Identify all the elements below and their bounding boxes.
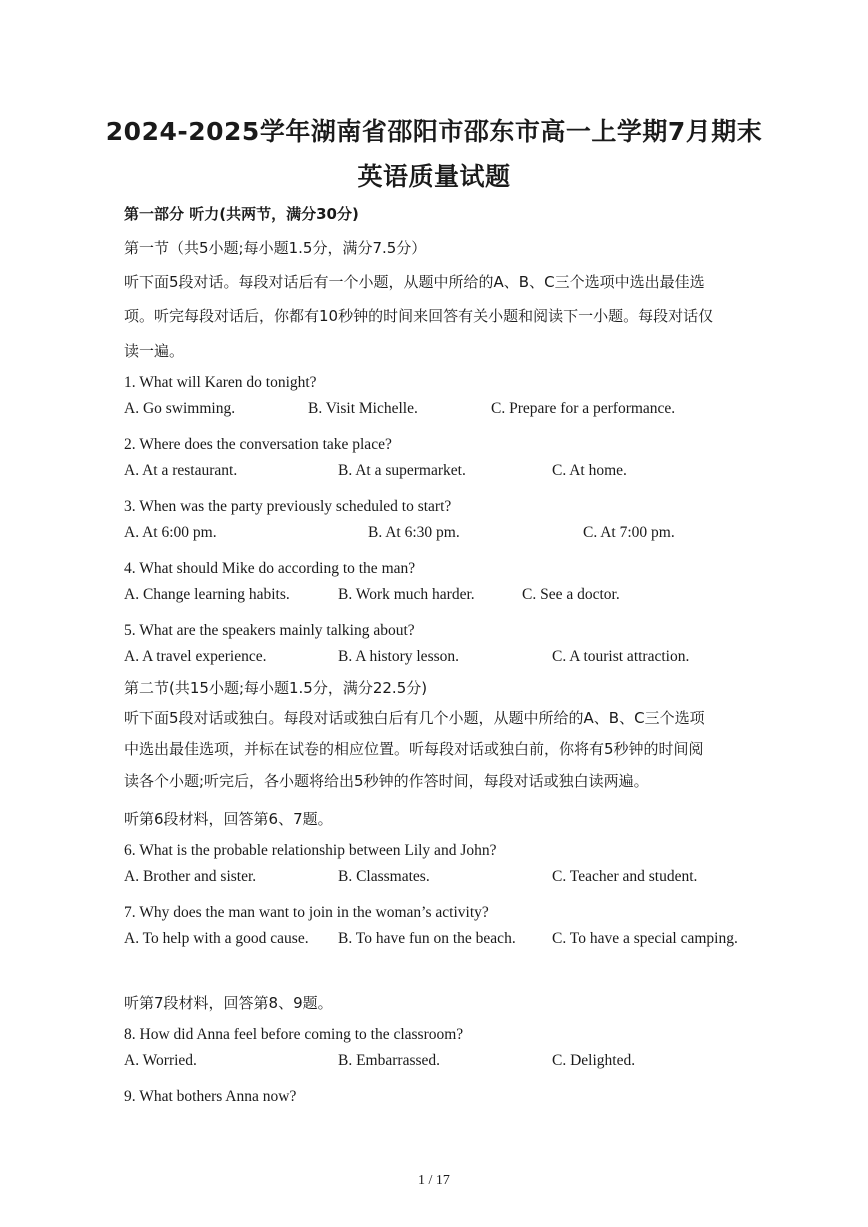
q7-option-a: A. To help with a good cause. [124, 930, 309, 947]
q4-option-b: B. Work much harder. [338, 586, 475, 603]
exam-title-line-2: 英语质量试题 [357, 162, 511, 191]
q5-option-c: C. A tourist attraction. [552, 648, 690, 665]
q4-option-c: C. See a doctor. [522, 586, 620, 603]
q7-option-b: B. To have fun on the beach. [338, 930, 516, 947]
section1-instruction-line: 听下面5段对话。每段对话后有一个小题，从题中所给的A、B、C三个选项中选出最佳选 [124, 273, 705, 291]
question-2: 2. Where does the conversation take place? [124, 436, 392, 453]
question-7: 7. Why does the man want to join in the woman’s activity? [124, 904, 489, 921]
question-5: 5. What are the speakers mainly talking about? [124, 622, 415, 639]
q3-option-c: C. At 7:00 pm. [583, 524, 675, 541]
question-6: 6. What is the probable relationship between Lily and John? [124, 842, 497, 859]
material-7-note: 听第7段材料，回答第8、9题。 [124, 994, 333, 1012]
section2-instruction-line: 中选出最佳选项，并标在试卷的相应位置。听每段对话或独白前，你将有5秒钟的时间阅 [124, 740, 704, 758]
q3-option-a: A. At 6:00 pm. [124, 524, 217, 541]
q5-option-a: A. A travel experience. [124, 648, 267, 665]
part1-heading: 第一部分 听力(共两节，满分30分) [124, 205, 359, 223]
material-6-note: 听第6段材料，回答第6、7题。 [124, 810, 333, 828]
q8-option-a: A. Worried. [124, 1052, 197, 1069]
q8-option-b: B. Embarrassed. [338, 1052, 441, 1069]
page-number: 1 / 17 [418, 1173, 450, 1188]
q2-option-c: C. At home. [552, 462, 627, 479]
q1-option-c: C. Prepare for a performance. [491, 400, 676, 417]
question-1: 1. What will Karen do tonight? [124, 374, 317, 391]
exam-title-line-1: 2024-2025学年湖南省邵阳市邵东市高一上学期7月期末 [105, 117, 763, 146]
q6-option-b: B. Classmates. [338, 868, 430, 885]
question-8: 8. How did Anna feel before coming to the classroom? [124, 1026, 464, 1043]
question-9: 9. What bothers Anna now? [124, 1088, 297, 1105]
section2-instruction-line: 听下面5段对话或独白。每段对话或独白后有几个小题，从题中所给的A、B、C三个选项 [124, 709, 705, 727]
q1-option-a: A. Go swimming. [124, 400, 236, 417]
q2-option-b: B. At a supermarket. [338, 462, 466, 479]
section2-instruction-line: 读各个小题;听完后，各小题将给出5秒钟的作答时间，每段对话或独白读两遍。 [124, 772, 649, 790]
q2-option-a: A. At a restaurant. [124, 462, 238, 479]
section1-heading: 第一节（共5小题;每小题1.5分，满分7.5分） [124, 239, 427, 257]
section1-instruction-line: 项。听完每段对话后，你都有10秒钟的时间来回答有关小题和阅读下一小题。每段对话仅 [124, 307, 714, 325]
q1-option-b: B. Visit Michelle. [308, 400, 418, 417]
section1-instruction-line: 读一遍。 [124, 342, 185, 360]
q5-option-b: B. A history lesson. [338, 648, 460, 665]
question-3: 3. When was the party previously scheduled to start? [124, 498, 452, 515]
q8-option-c: C. Delighted. [552, 1052, 636, 1069]
q3-option-b: B. At 6:30 pm. [368, 524, 460, 541]
q7-option-c: C. To have a special camping. [552, 930, 738, 947]
q4-option-a: A. Change learning habits. [124, 586, 290, 603]
q6-option-c: C. Teacher and student. [552, 868, 698, 885]
question-4: 4. What should Mike do according to the man? [124, 560, 416, 577]
q6-option-a: A. Brother and sister. [124, 868, 257, 885]
section2-heading: 第二节(共15小题;每小题1.5分，满分22.5分) [124, 679, 428, 697]
